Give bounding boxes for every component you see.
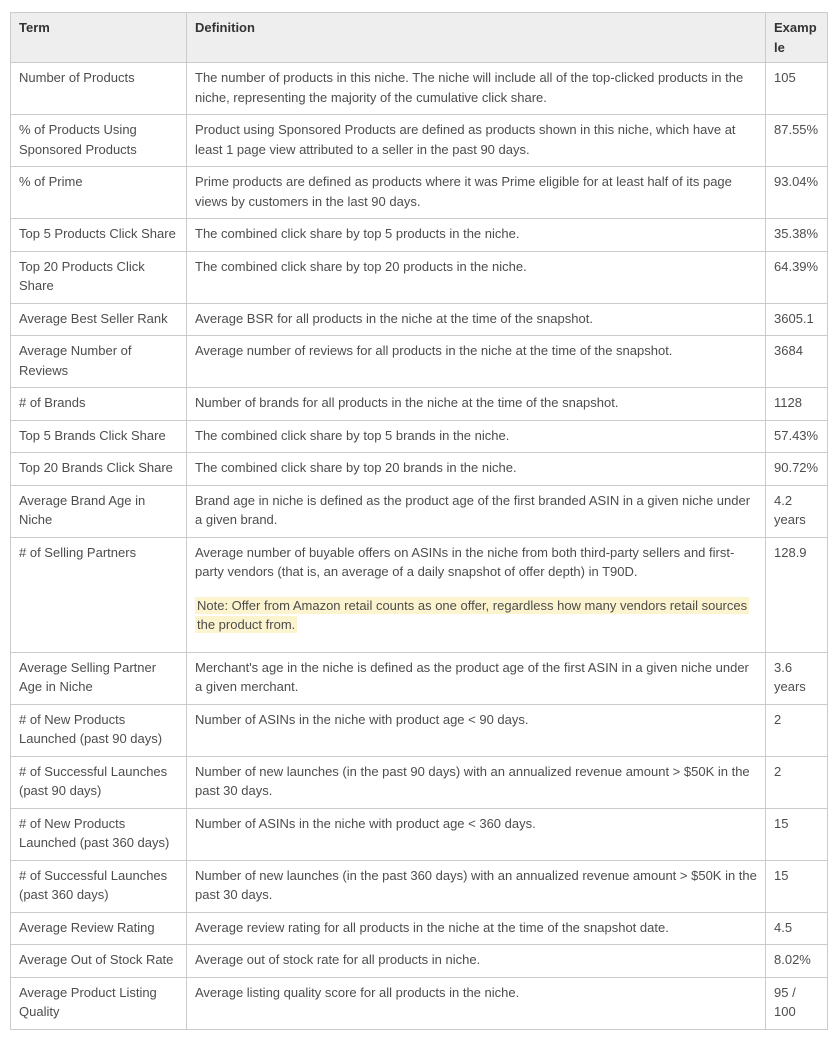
example-cell: 2 — [766, 704, 828, 756]
term-cell: # of New Products Launched (past 360 days) — [11, 808, 187, 860]
table-body — [11, 63, 828, 1030]
note-text: Note: Offer from Amazon retail counts as one offer, regardless how many vendors retail sources the product from. — [197, 597, 748, 632]
example-cell: 35.38% — [766, 219, 828, 252]
term-cell: Number of Products — [11, 63, 187, 115]
definition-text: The combined click share by top 5 brands in the niche. — [195, 427, 510, 443]
definition-text: Average listing quality score for all products in the niche. — [195, 984, 520, 1000]
definition-cell — [187, 63, 766, 115]
definition-text: Number of new launches (in the past 360 days) with an annualized revenue amount > $50K in the past 30 days. — [195, 867, 757, 902]
example-cell: 57.43% — [766, 420, 828, 453]
definition-text: Number of brands for all products in the niche at the time of the snapshot. — [195, 395, 619, 410]
example-cell: 4.2 years — [766, 485, 828, 537]
definition-text: Brand age in niche is defined as the product age of the first branded ASIN in a given niche under a given brand. — [195, 492, 751, 527]
table-row — [11, 420, 828, 453]
term-cell: Top 5 Brands Click Share — [11, 420, 187, 453]
term-cell: Top 5 Products Click Share — [11, 219, 187, 252]
header-cell-example: Example — [766, 13, 828, 63]
table-row — [11, 453, 828, 486]
definition-cell — [187, 537, 766, 652]
table-row — [11, 336, 828, 388]
definition-cell — [187, 704, 766, 756]
table-row — [11, 388, 828, 421]
example-cell: 3.6 years — [766, 652, 828, 704]
definition-text: Product using Sponsored Products are defined as products shown in this niche, which have at least 1 page view attributed to a seller in the past 90 days. — [195, 122, 736, 157]
example-cell: 3684 — [766, 336, 828, 388]
term-cell: Average Best Seller Rank — [11, 303, 187, 336]
definition-cell — [187, 167, 766, 219]
example-cell: 15 — [766, 808, 828, 860]
example-cell: 4.5 — [766, 912, 828, 945]
table-row — [11, 945, 828, 978]
table-row — [11, 219, 828, 252]
term-cell: % of Prime — [11, 167, 187, 219]
table-row — [11, 485, 828, 537]
table-row — [11, 63, 828, 115]
header-cell-definition: Definition — [187, 13, 766, 63]
term-cell: Top 20 Brands Click Share — [11, 453, 187, 486]
definition-cell — [187, 808, 766, 860]
term-cell: # of New Products Launched (past 90 days) — [11, 704, 187, 756]
definition-text: Average number of reviews for all products in the niche at the time of the snapshot. — [195, 343, 673, 358]
definition-cell — [187, 945, 766, 978]
definition-text: Average number of buyable offers on ASINs in the niche from both third-party sellers and first-party vendors (that is, an average of a daily snapshot of offer depth) in T90D. — [195, 544, 735, 579]
definition-text: Average BSR for all products in the niche at the time of the snapshot. — [195, 310, 593, 326]
table-row — [11, 860, 828, 912]
example-cell: 15 — [766, 860, 828, 912]
definition-cell — [187, 860, 766, 912]
definition-cell — [187, 420, 766, 453]
example-cell: 87.55% — [766, 115, 828, 167]
header-row — [11, 13, 828, 63]
definition-text: Number of ASINs in the niche with product age < 360 days. — [195, 815, 536, 831]
definitions-table — [10, 12, 828, 1030]
definition-cell — [187, 977, 766, 1029]
example-cell: 8.02% — [766, 945, 828, 978]
definition-text: Number of ASINs in the niche with product age < 90 days. — [195, 711, 529, 727]
term-cell: % of Products Using Sponsored Products — [11, 115, 187, 167]
table-row — [11, 115, 828, 167]
note-line — [195, 596, 757, 635]
term-cell: Average Out of Stock Rate — [11, 945, 187, 978]
definition-text: Average out of stock rate for all products in niche. — [195, 952, 481, 967]
table-row — [11, 537, 828, 652]
table-row — [11, 704, 828, 756]
example-cell: 93.04% — [766, 167, 828, 219]
definition-cell — [187, 388, 766, 421]
example-cell: 95 / 100 — [766, 977, 828, 1029]
example-cell: 128.9 — [766, 537, 828, 652]
definition-cell — [187, 652, 766, 704]
term-cell: Average Selling Partner Age in Niche — [11, 652, 187, 704]
table-row — [11, 303, 828, 336]
definition-cell — [187, 251, 766, 303]
definition-cell — [187, 115, 766, 167]
table-row — [11, 652, 828, 704]
term-cell: Average Number of Reviews — [11, 336, 187, 388]
definition-cell — [187, 336, 766, 388]
term-cell: # of Successful Launches (past 90 days) — [11, 756, 187, 808]
table-row — [11, 808, 828, 860]
example-cell: 90.72% — [766, 453, 828, 486]
term-cell: # of Selling Partners — [11, 537, 187, 652]
example-cell: 2 — [766, 756, 828, 808]
definition-cell — [187, 219, 766, 252]
definition-text: Merchant's age in the niche is defined as the product age of the first ASIN in a given niche under a given merchant. — [195, 659, 749, 694]
definition-text: The combined click share by top 20 brands in the niche. — [195, 460, 517, 475]
table-row — [11, 912, 828, 945]
term-cell: Average Product Listing Quality — [11, 977, 187, 1029]
term-cell: Average Review Rating — [11, 912, 187, 945]
definition-text: The combined click share by top 5 products in the niche. — [195, 226, 520, 241]
definition-text: Average review rating for all products in the niche at the time of the snapshot date. — [195, 919, 669, 935]
example-cell: 64.39% — [766, 251, 828, 303]
definition-text: The combined click share by top 20 products in the niche. — [195, 258, 527, 274]
header-cell-term: Term — [11, 13, 187, 63]
term-cell: Average Brand Age in Niche — [11, 485, 187, 537]
table-row — [11, 251, 828, 303]
definition-text: The number of products in this niche. The niche will include all of the top-clicked products in the niche, representing the majority of the cumulative click share. — [195, 70, 744, 105]
term-cell: Top 20 Products Click Share — [11, 251, 187, 303]
example-cell: 3605.1 — [766, 303, 828, 336]
definition-text: Prime products are defined as products where it was Prime eligible for at least half of its page views by customers in the last 90 days. — [195, 174, 732, 209]
term-cell: # of Successful Launches (past 360 days) — [11, 860, 187, 912]
example-cell: 105 — [766, 63, 828, 115]
term-cell: # of Brands — [11, 388, 187, 421]
definition-text: Number of new launches (in the past 90 days) with an annualized revenue amount > $50K in the past 30 days. — [195, 763, 750, 798]
definition-cell — [187, 303, 766, 336]
definition-cell — [187, 453, 766, 486]
table-row — [11, 167, 828, 219]
example-cell: 1128 — [766, 388, 828, 421]
definition-cell — [187, 912, 766, 945]
definition-cell — [187, 756, 766, 808]
definition-cell — [187, 485, 766, 537]
table-row — [11, 756, 828, 808]
table-row — [11, 977, 828, 1029]
